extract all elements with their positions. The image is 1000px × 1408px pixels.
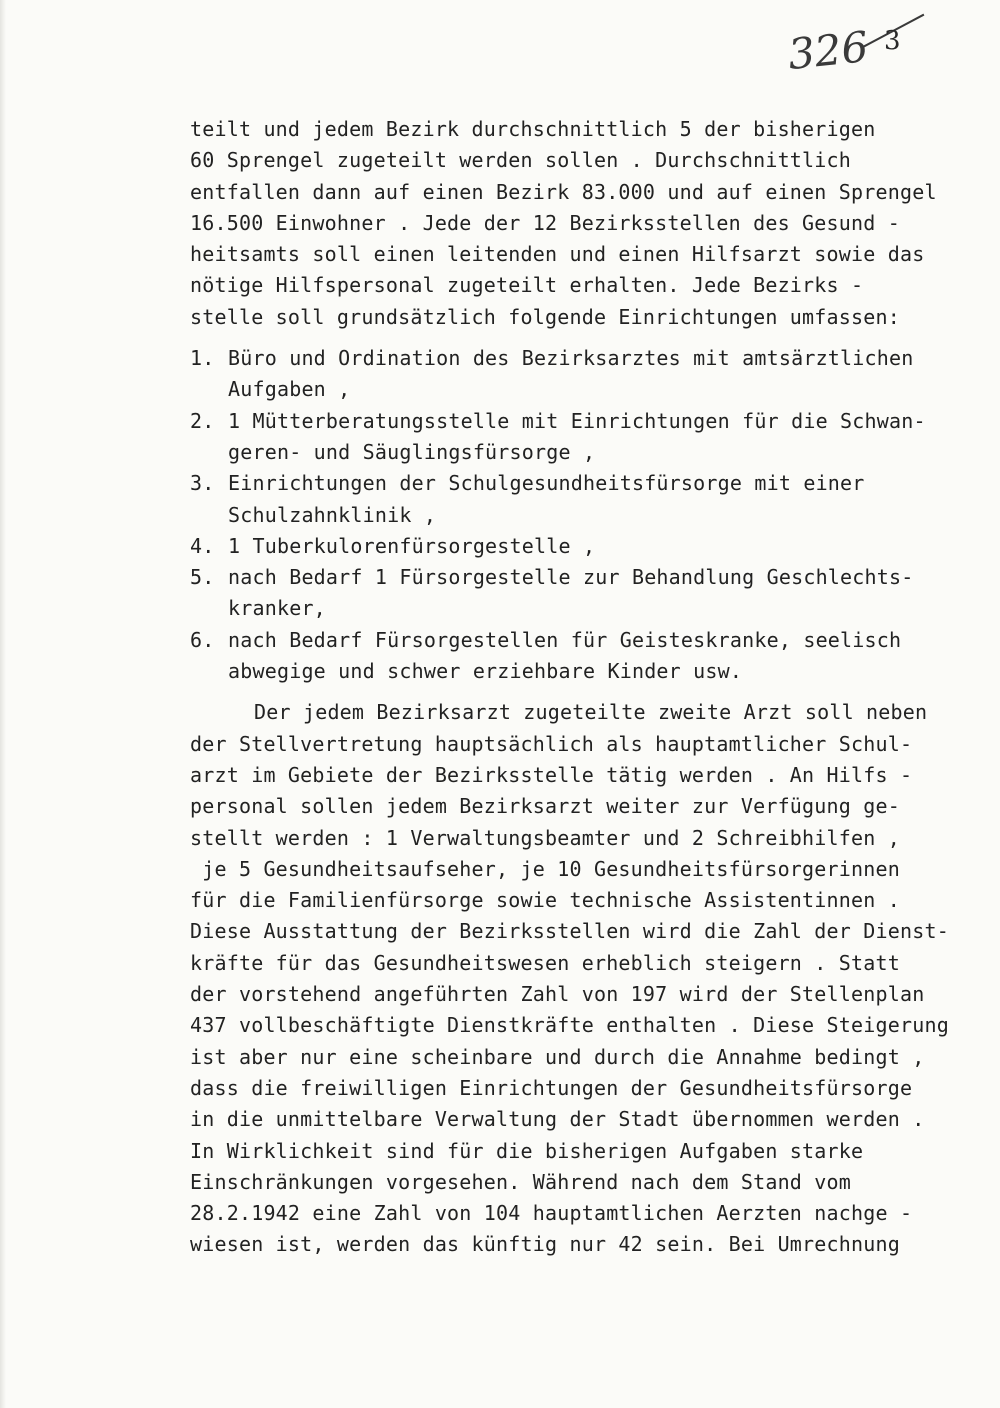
text-line: stelle soll grundsätzlich folgende Einrichtungen umfassen: <box>190 304 900 329</box>
list-number: 3. <box>190 471 215 496</box>
text-line: 16.500 Einwohner . Jede der 12 Bezirksstellen des Gesund - <box>190 210 900 235</box>
handwritten-folio-number: 326 <box>785 21 871 80</box>
text-line: heitsamts soll einen leitenden und einen Hilfsarzt sowie das <box>190 242 925 267</box>
list-text: Einrichtungen der Schulgesundheitsfürsorge mit einer <box>228 471 865 496</box>
facilities-list <box>190 343 970 687</box>
text-line: entfallen dann auf einen Bezirk 83.000 und auf einen Sprengel <box>190 179 937 204</box>
list-item <box>190 625 970 688</box>
text-line: Der jedem Bezirksarzt zugeteilte zweite Arzt soll neben <box>254 700 928 725</box>
list-text: 1 Tuberkulorenfürsorgestelle , <box>228 533 596 558</box>
list-item <box>190 562 970 625</box>
text-line: stellt werden : 1 Verwaltungsbeamter und 2 Schreibhilfen , <box>190 825 900 850</box>
list-text: nach Bedarf Fürsorgestellen für Geisteskranke, seelisch <box>228 627 902 652</box>
text-line: je 5 Gesundheitsaufseher, je 10 Gesundheitsfürsorgerinnen <box>190 856 900 881</box>
text-line: 437 vollbeschäftigte Dienstkräfte enthalten . Diese Steigerung <box>190 1013 949 1038</box>
list-text: Büro und Ordination des Bezirksarztes mit amtsärztlichen <box>228 346 914 371</box>
text-line: nötige Hilfspersonal zugeteilt erhalten. Jede Bezirks - <box>190 273 864 298</box>
text-line: wiesen ist, werden das künftig nur 42 sein. Bei Umrechnung <box>190 1232 900 1257</box>
list-number: 5. <box>190 565 215 590</box>
list-text-continued: geren- und Säuglingsfürsorge , <box>228 439 596 464</box>
text-line: personal sollen jedem Bezirksarzt weiter zur Verfügung ge- <box>190 794 900 819</box>
typed-text-body <box>190 114 970 1261</box>
text-line: ist aber nur eine scheinbare und durch die Annahme bedingt , <box>190 1044 925 1069</box>
list-item <box>190 406 970 469</box>
list-item <box>190 343 970 406</box>
list-text: 1 Mütterberatungsstelle mit Einrichtungen für die Schwan- <box>228 408 926 433</box>
text-line: in die unmittelbare Verwaltung der Stadt übernommen werden . <box>190 1107 925 1132</box>
text-line: 60 Sprengel zugeteilt werden sollen . Durchschnittlich <box>190 148 852 173</box>
list-number: 6. <box>190 627 215 652</box>
text-line: der Stellvertretung hauptsächlich als hauptamtlicher Schul- <box>190 731 913 756</box>
text-line: In Wirklichkeit sind für die bisherigen Aufgaben starke <box>190 1138 864 1163</box>
page-number: 3 <box>884 26 901 56</box>
list-text-continued: abwegige und schwer erziehbare Kinder usw. <box>228 659 743 684</box>
text-line: arzt im Gebiete der Bezirksstelle tätig werden . An Hilfs - <box>190 762 913 787</box>
list-text-continued: Schulzahnklinik , <box>228 502 437 527</box>
list-item <box>190 468 970 531</box>
list-item <box>190 531 970 562</box>
text-line: teilt und jedem Bezirk durchschnittlich 5 der bisherigen <box>190 117 876 141</box>
text-line: 28.2.1942 eine Zahl von 104 hauptamtlichen Aerzten nachge - <box>190 1201 913 1226</box>
text-line: der vorstehend angeführten Zahl von 197 wird der Stellenplan <box>190 982 925 1007</box>
list-text-continued: Aufgaben , <box>228 377 351 402</box>
paragraph-1 <box>190 114 970 333</box>
text-line: dass die freiwilligen Einrichtungen der Gesundheitsfürsorge <box>190 1075 913 1100</box>
list-number: 2. <box>190 408 215 433</box>
page-edge <box>0 0 6 1408</box>
list-text-continued: kranker, <box>228 596 326 621</box>
list-number: 4. <box>190 533 215 558</box>
text-line: für die Familienfürsorge sowie technische Assistentinnen . <box>190 888 900 913</box>
paragraph-2 <box>190 697 970 1260</box>
list-text: nach Bedarf 1 Fürsorgestelle zur Behandlung Geschlechts- <box>228 565 914 590</box>
text-line: Diese Ausstattung der Bezirksstellen wird die Zahl der Dienst- <box>190 919 949 944</box>
text-line: Einschränkungen vorgesehen. Während nach dem Stand vom <box>190 1169 852 1194</box>
list-number: 1. <box>190 346 215 371</box>
text-line: kräfte für das Gesundheitswesen erheblich steigern . Statt <box>190 950 900 975</box>
